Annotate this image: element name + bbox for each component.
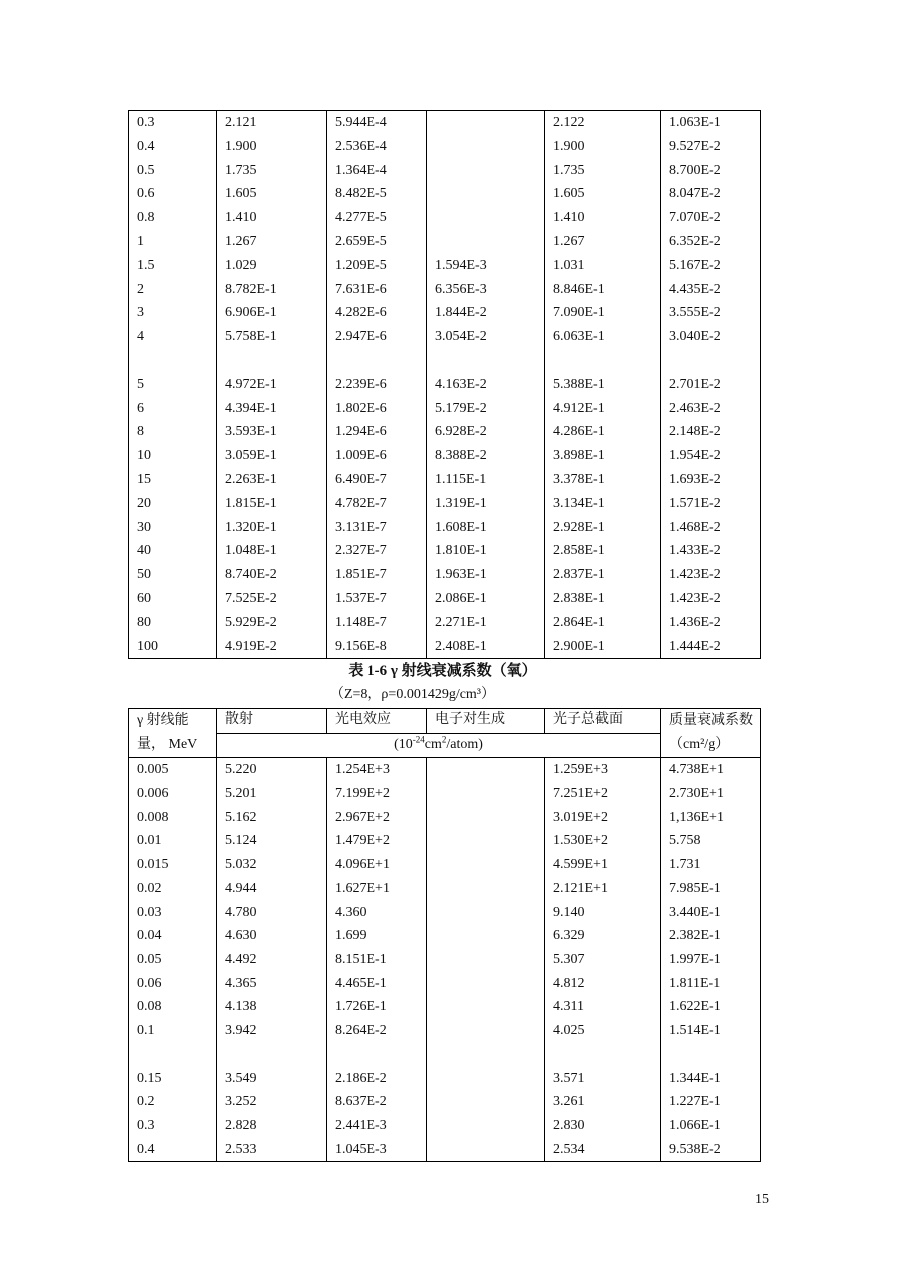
table-cell: 4.365 [217,972,327,996]
table-row [129,468,761,492]
table-cell: 7.985E-1 [661,877,761,901]
table-cell: 3.555E-2 [661,301,761,325]
table-cell: 2.967E+2 [327,806,427,830]
table-row [129,159,761,183]
table-cell: 2.659E-5 [327,230,427,254]
table-cell: 4.360 [327,901,427,925]
table-cell: 0.4 [129,1138,217,1162]
table-cell: 1.731 [661,853,761,877]
table-row [129,135,761,159]
table-row [129,516,761,540]
table-cell: 2.701E-2 [661,373,761,397]
table-cell: 1,136E+1 [661,806,761,830]
table-title: 表 1-6 γ 射线衰减系数（氧） [348,663,537,679]
table-cell: 4.394E-1 [217,397,327,421]
table-cell: 1.851E-7 [327,563,427,587]
table-body [129,758,761,1162]
table-cell: 0.08 [129,995,217,1019]
table-row [129,492,761,516]
table-cell: 3.440E-1 [661,901,761,925]
table-cell [427,853,545,877]
table-cell: 4 [129,325,217,349]
table-row [129,1114,761,1138]
header-total-cross-section: 光子总截面 [545,709,661,734]
table-cell: 1.811E-1 [661,972,761,996]
table-cell: 2.148E-2 [661,420,761,444]
table-cell: 4.972E-1 [217,373,327,397]
table-row [129,758,761,782]
table-cell [427,829,545,853]
table-cell: 4.138 [217,995,327,1019]
table-cell: 15 [129,468,217,492]
table-row [129,806,761,830]
table-cell: 4.096E+1 [327,853,427,877]
table-cell: 4.599E+1 [545,853,661,877]
table-cell: 0.3 [129,111,217,135]
table-row [129,325,761,349]
table-cell: 1.423E-2 [661,563,761,587]
table-cell: 1.319E-1 [427,492,545,516]
table-cell: 1.571E-2 [661,492,761,516]
table-cell [427,972,545,996]
page-number: 15 [755,1192,769,1207]
table-cell: 4.492 [217,948,327,972]
table-cell: 1.627E+1 [327,877,427,901]
table-cell: 3.040E-2 [661,325,761,349]
table-row [129,635,761,659]
table-cell [427,1067,545,1091]
table-cell: 0.5 [129,159,217,183]
table-cell: 1.410 [217,206,327,230]
table-cell [217,349,327,373]
header-unit: $(10^{-24}cm^2/atom)$ [217,733,661,758]
table-cell: 30 [129,516,217,540]
table-cell: 1.433E-2 [661,539,761,563]
table-cell: 7.631E-6 [327,278,427,302]
table-cell: 1.900 [545,135,661,159]
table-row [129,1019,761,1043]
table-cell: 40 [129,539,217,563]
table-row [129,182,761,206]
table-cell: 1.267 [217,230,327,254]
table-cell: 6.352E-2 [661,230,761,254]
table-cell: 1.436E-2 [661,611,761,635]
table-cell [427,1043,545,1067]
table-cell: 1.254E+3 [327,758,427,782]
table-cell: 2.533 [217,1138,327,1162]
table-cell [427,948,545,972]
table-cell: 0.006 [129,782,217,806]
table-cell: 3.898E-1 [545,444,661,468]
table-row [129,206,761,230]
table-cell [427,206,545,230]
table-cell [129,1043,217,1067]
table-cell: 1.530E+2 [545,829,661,853]
table-cell: 5 [129,373,217,397]
table-cell: 1.608E-1 [427,516,545,540]
table-cell: 4.738E+1 [661,758,761,782]
table-row [129,782,761,806]
table-cell: 1.045E-3 [327,1138,427,1162]
table-cell: 2.536E-4 [327,135,427,159]
table-cell: 1.514E-1 [661,1019,761,1043]
table-cell: 2.730E+1 [661,782,761,806]
table-cell [427,135,545,159]
table-cell: 3.059E-1 [217,444,327,468]
table-cell: 2.408E-1 [427,635,545,659]
table-cell: 1.227E-1 [661,1090,761,1114]
header-energy: γ 射线能量， MeV [129,709,217,758]
table-cell: 5.929E-2 [217,611,327,635]
table-cell: 2.837E-1 [545,563,661,587]
table-cell: 0.15 [129,1067,217,1091]
table-cell: 0.04 [129,924,217,948]
table-cell: 1.844E-2 [427,301,545,325]
table-cell: 1.5 [129,254,217,278]
table-cell: 2.239E-6 [327,373,427,397]
table-cell: 1.344E-1 [661,1067,761,1091]
table-cell: 5.201 [217,782,327,806]
table-cell: 3.549 [217,1067,327,1091]
table-cell: 1.267 [545,230,661,254]
table-cell: 1.726E-1 [327,995,427,1019]
table-cell: 10 [129,444,217,468]
table-cell: 4.311 [545,995,661,1019]
table-cell: 2.838E-1 [545,587,661,611]
table-row [129,278,761,302]
table-cell: 2.441E-3 [327,1114,427,1138]
table-cell: 0.2 [129,1090,217,1114]
table-row [129,349,761,373]
table-cell: 6.928E-2 [427,420,545,444]
table-cell: 0.02 [129,877,217,901]
table-cell [427,758,545,782]
table-cell [327,1043,427,1067]
table-cell: 1.423E-2 [661,587,761,611]
header-scatter: 散射 [217,709,327,734]
table-row [129,948,761,972]
table-cell: 4.465E-1 [327,972,427,996]
table-cell: 2.086E-1 [427,587,545,611]
table-cell: 6.063E-1 [545,325,661,349]
table-row [129,611,761,635]
table-cell: 3.054E-2 [427,325,545,349]
table-cell: 8.700E-2 [661,159,761,183]
table-cell: 8.151E-1 [327,948,427,972]
attenuation-table-continued [128,110,761,659]
table-cell: 2.463E-2 [661,397,761,421]
table-cell: 5.388E-1 [545,373,661,397]
table-row [129,563,761,587]
table-row [129,1138,761,1162]
table-cell [427,349,545,373]
table-cell: 2.534 [545,1138,661,1162]
table-cell: 1.031 [545,254,661,278]
table-cell: 2.947E-6 [327,325,427,349]
table-cell: 7.199E+2 [327,782,427,806]
table-cell: 0.01 [129,829,217,853]
table-cell: 7.090E-1 [545,301,661,325]
table-cell: 1.209E-5 [327,254,427,278]
table-cell: 1.997E-1 [661,948,761,972]
table-cell: 1.148E-7 [327,611,427,635]
table-cell: 20 [129,492,217,516]
table-cell: 0.008 [129,806,217,830]
table-cell: 1.900 [217,135,327,159]
table-cell: 4.944 [217,877,327,901]
table-cell: 0.1 [129,1019,217,1043]
table-cell: 4.919E-2 [217,635,327,659]
table-cell: 4.812 [545,972,661,996]
table-row [129,1043,761,1067]
table-cell: 4.782E-7 [327,492,427,516]
table-cell: 0.06 [129,972,217,996]
table-row [129,301,761,325]
table-cell [427,901,545,925]
table-cell: 2.122 [545,111,661,135]
table-cell: 1.009E-6 [327,444,427,468]
table-cell: 1.063E-1 [661,111,761,135]
table-cell: 1.468E-2 [661,516,761,540]
table-row [129,111,761,135]
table-cell: 2.900E-1 [545,635,661,659]
table-cell: 5.220 [217,758,327,782]
table-cell: 1.735 [545,159,661,183]
table-cell: 6 [129,397,217,421]
table-cell: 1.699 [327,924,427,948]
table-cell: 2.121 [217,111,327,135]
table-cell: 3.134E-1 [545,492,661,516]
table-cell: 5.758E-1 [217,325,327,349]
table-cell: 7.525E-2 [217,587,327,611]
table-row [129,877,761,901]
table-cell: 1.954E-2 [661,444,761,468]
table-cell: 1.963E-1 [427,563,545,587]
table-cell: 1.537E-7 [327,587,427,611]
table-cell: 2.186E-2 [327,1067,427,1091]
table-cell: 8.846E-1 [545,278,661,302]
table-cell: 100 [129,635,217,659]
table-cell: 9.538E-2 [661,1138,761,1162]
table-cell [661,1043,761,1067]
table-cell [427,782,545,806]
table-cell: 8 [129,420,217,444]
header-pair-production: 电子对生成 [427,709,545,734]
table-cell: 3.942 [217,1019,327,1043]
table-cell: 3.571 [545,1067,661,1091]
table-cell [129,349,217,373]
table-cell: 7.251E+2 [545,782,661,806]
table-cell: 1.815E-1 [217,492,327,516]
table-cell [427,877,545,901]
table-cell: 6.356E-3 [427,278,545,302]
table-cell: 1.294E-6 [327,420,427,444]
table-cell: 50 [129,563,217,587]
table-cell: 6.329 [545,924,661,948]
table-cell: 3.252 [217,1090,327,1114]
table-row [129,373,761,397]
table-cell: 2.121E+1 [545,877,661,901]
table-cell: 1.479E+2 [327,829,427,853]
table-cell [427,1138,545,1162]
table-cell: 4.780 [217,901,327,925]
table-cell: 5.167E-2 [661,254,761,278]
table-cell: 2.828 [217,1114,327,1138]
table-cell: 1.444E-2 [661,635,761,659]
table-row [129,829,761,853]
table-cell [427,1114,545,1138]
table-cell: 4.912E-1 [545,397,661,421]
table-cell: 8.482E-5 [327,182,427,206]
table-cell [427,182,545,206]
table-cell: 8.637E-2 [327,1090,427,1114]
table-cell: 1.810E-1 [427,539,545,563]
table-cell: 0.005 [129,758,217,782]
table-cell: 2.271E-1 [427,611,545,635]
table-cell: 2.830 [545,1114,661,1138]
table-cell: 9.140 [545,901,661,925]
table-cell: 2.263E-1 [217,468,327,492]
table-cell: 1.364E-4 [327,159,427,183]
table-cell: 5.758 [661,829,761,853]
table-cell: 60 [129,587,217,611]
table-row [129,420,761,444]
table-cell: 8.264E-2 [327,1019,427,1043]
table-cell: 1.066E-1 [661,1114,761,1138]
table-subtitle: （Z=8，ρ=0.001429g/cm³） [329,687,496,702]
table-row [129,444,761,468]
table-cell: 1.410 [545,206,661,230]
table-cell: 80 [129,611,217,635]
table-row [129,539,761,563]
table-cell: 1.594E-3 [427,254,545,278]
table-cell: 6.906E-1 [217,301,327,325]
table-cell: 3.019E+2 [545,806,661,830]
table-row [129,587,761,611]
table-cell [661,349,761,373]
table-cell: 1.622E-1 [661,995,761,1019]
table-cell: 1.802E-6 [327,397,427,421]
table-cell [427,995,545,1019]
table-cell [427,806,545,830]
table-cell: 4.282E-6 [327,301,427,325]
table-cell: 1 [129,230,217,254]
table-row [129,1067,761,1091]
table-cell: 5.307 [545,948,661,972]
table-cell [427,159,545,183]
table-cell: 1.693E-2 [661,468,761,492]
table-cell [427,1090,545,1114]
table-cell: 3 [129,301,217,325]
table-cell: 7.070E-2 [661,206,761,230]
table-cell: 0.4 [129,135,217,159]
table-row [129,1090,761,1114]
table-cell: 8.782E-1 [217,278,327,302]
table-cell: 2 [129,278,217,302]
table-cell: 5.944E-4 [327,111,427,135]
table-row [129,397,761,421]
table-cell: 4.025 [545,1019,661,1043]
header-photoelectric: 光电效应 [327,709,427,734]
table-cell: 4.630 [217,924,327,948]
table-cell: 1.115E-1 [427,468,545,492]
table-cell: 0.05 [129,948,217,972]
table-cell: 2.858E-1 [545,539,661,563]
table-cell: 1.320E-1 [217,516,327,540]
table-cell: 0.03 [129,901,217,925]
table-row [129,901,761,925]
table-cell [327,349,427,373]
table-cell: 1.259E+3 [545,758,661,782]
table-cell: 8.740E-2 [217,563,327,587]
table-cell: 5.124 [217,829,327,853]
table-cell: 2.864E-1 [545,611,661,635]
table-cell: 0.8 [129,206,217,230]
table-cell: 1.605 [217,182,327,206]
table-cell: 5.179E-2 [427,397,545,421]
table-cell: 8.047E-2 [661,182,761,206]
table-cell [427,230,545,254]
table-cell: 6.490E-7 [327,468,427,492]
table-cell: 4.163E-2 [427,373,545,397]
table-cell: 3.378E-1 [545,468,661,492]
table-cell: 2.382E-1 [661,924,761,948]
table-cell: 4.277E-5 [327,206,427,230]
table-row [129,995,761,1019]
table-cell: 8.388E-2 [427,444,545,468]
table-cell [427,1019,545,1043]
table-cell: 4.435E-2 [661,278,761,302]
table-row [129,972,761,996]
table-row [129,254,761,278]
header-mass-attenuation: 质量衰减系数（cm²/g） [661,709,761,758]
table-cell: 1.029 [217,254,327,278]
table-row [129,853,761,877]
table-cell: 4.286E-1 [545,420,661,444]
table-cell: 9.527E-2 [661,135,761,159]
table-cell: 2.327E-7 [327,539,427,563]
table-row [129,924,761,948]
table-body [129,111,761,659]
table-row [129,230,761,254]
table-cell: 3.593E-1 [217,420,327,444]
table-cell: 0.6 [129,182,217,206]
table-cell: 0.015 [129,853,217,877]
table-cell: 0.3 [129,1114,217,1138]
table-cell: 9.156E-8 [327,635,427,659]
table-cell [427,924,545,948]
oxygen-attenuation-table [128,708,761,1162]
table-cell: 5.032 [217,853,327,877]
table-cell [545,349,661,373]
table-cell: 2.928E-1 [545,516,661,540]
table-cell: 5.162 [217,806,327,830]
table-cell: 3.261 [545,1090,661,1114]
table-cell [545,1043,661,1067]
table-cell: 3.131E-7 [327,516,427,540]
table-cell [427,111,545,135]
table-cell: 1.048E-1 [217,539,327,563]
table-cell: 1.605 [545,182,661,206]
table-cell [217,1043,327,1067]
table-cell: 1.735 [217,159,327,183]
